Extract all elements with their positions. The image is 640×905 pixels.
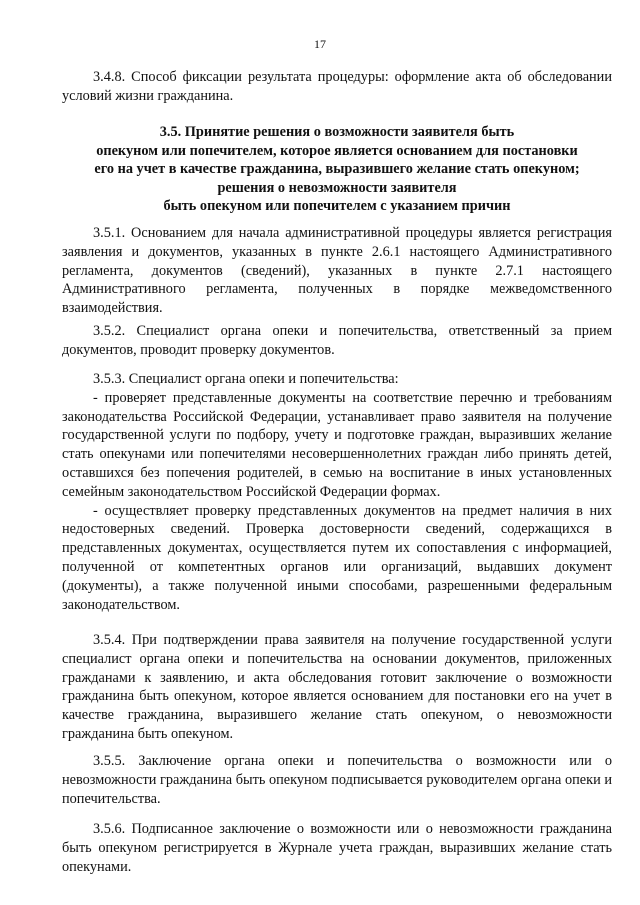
paragraph-intro: 3.5.3. Специалист органа опеки и попечительства: bbox=[93, 371, 399, 387]
paragraph-3-5-3 bbox=[62, 370, 612, 614]
heading-line: опекуном или попечителем, которое является основанием для постановки bbox=[96, 142, 578, 159]
heading-line: быть опекуном или попечителем с указанием причин bbox=[163, 198, 511, 214]
paragraph-text: 3.5.6. Подписанное заключение о возможности или о невозможности гражданина быть опекуном регистрируется в Журнале учета граждан, выразивших желание стать опекунами. bbox=[62, 821, 612, 875]
heading-line: решения о невозможности заявителя bbox=[217, 179, 457, 196]
paragraph-text: 3.5.5. Заключение органа опеки и попечительства о возможности или о невозможности гражданина быть опекуном подписывается руководителем органа опеки и попечительства. bbox=[62, 753, 612, 807]
heading-line: его на учет в качестве гражданина, выразившего желание стать опекуном; bbox=[94, 161, 580, 177]
paragraph-text: 3.5.2. Специалист органа опеки и попечительства, ответственный за прием документов, проводит проверку документов. bbox=[62, 323, 612, 358]
heading-line: 3.5. Принятие решения о возможности заявителя быть bbox=[159, 124, 515, 140]
paragraph-3-5-1 bbox=[62, 224, 612, 318]
list-item: - проверяет представленные документы на соответствие перечню и требованиям законодательства Российской Федерации, устанавливает право заявителя на получение государственной услуги по подбору, учету и подготовке граждан, выразивших желание стать опекунами или попечителями несовершеннолетних граждан либо принять детей, оставшихся без попечения родителей, в семью на воспитание в иных установленных семейным законодательством Российской Федерации формах. bbox=[62, 389, 612, 500]
section-heading-3-5 bbox=[62, 123, 612, 216]
paragraph-3-5-2 bbox=[62, 322, 612, 360]
paragraph-3-5-4 bbox=[62, 631, 612, 744]
paragraph-text: 3.5.1. Основанием для начала административной процедуры является регистрация заявления и документов, указанных в пункте 2.6.1 настоящего Административного регламента, документов (сведений), указанных в пункте 2.7.1 настоящего Административного регламента, полученных в порядке межведомственного взаимодействия. bbox=[62, 225, 612, 317]
paragraph-3-5-5 bbox=[62, 752, 612, 808]
paragraph-3-4-8 bbox=[62, 68, 612, 106]
page-number: 17 bbox=[314, 37, 326, 51]
paragraph-text: 3.5.4. При подтверждении права заявителя на получение государственной услуги специалист органа опеки и попечительства на основании документов, приложенных гражданами к заявлению, и акта обследования готовит заключение о возможности гражданина быть опекуном, которое является основанием для постановки его на учет в качестве гражданина, выразившего желание стать опекуном, о невозможности гражданина быть опекуном. bbox=[62, 632, 612, 742]
list-item: - осуществляет проверку представленных документов на предмет наличия в них недостоверных сведений. Проверка достоверности сведений, содержащихся в представленных документах, осуществляется путем их сопоставления с информацией, полученной от компетентных органов или организаций, выдавших документ (документы), а также полученной иными способами, разрешенными федеральным законодательством. bbox=[62, 502, 612, 613]
paragraph-3-5-6 bbox=[62, 820, 612, 876]
paragraph-text: 3.4.8. Способ фиксации результата процедуры: оформление акта об обследовании условий жизни гражданина. bbox=[62, 69, 612, 104]
